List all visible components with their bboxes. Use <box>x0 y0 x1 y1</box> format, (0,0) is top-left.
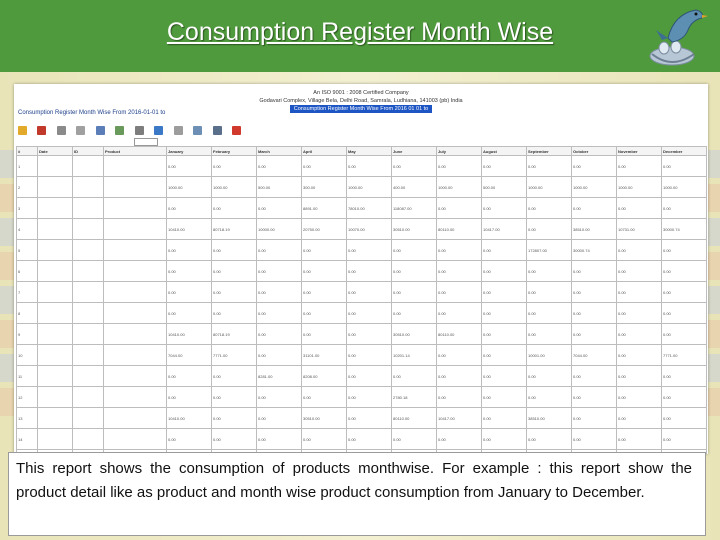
table-cell: 30000.74 <box>572 240 617 261</box>
table-cell: 0.00 <box>437 282 482 303</box>
table-cell: 7 <box>17 282 38 303</box>
table-cell: 0.00 <box>572 366 617 387</box>
table-row[interactable] <box>17 345 707 366</box>
caption-text: This report shows the consumption of products monthwise. For example : this report show the product detail like as product and month wise product consumption from January to December. <box>16 460 692 501</box>
table-cell: 0.00 <box>662 303 707 324</box>
table-cell: 0.00 <box>347 324 392 345</box>
table-cell: 0.00 <box>167 429 212 450</box>
table-cell: 0.00 <box>662 408 707 429</box>
table-cell: 11 <box>17 366 38 387</box>
bird-nest-logo-icon <box>638 0 708 68</box>
table-cell: 10 <box>17 345 38 366</box>
table-cell <box>104 261 167 282</box>
table-cell: 0.00 <box>392 366 437 387</box>
table-cell: 0.00 <box>662 429 707 450</box>
table-cell <box>104 366 167 387</box>
column-header[interactable]: December <box>662 147 707 156</box>
table-cell: 0.00 <box>617 282 662 303</box>
table-cell: 0.00 <box>482 366 527 387</box>
column-header[interactable]: March <box>257 147 302 156</box>
table-cell: 500.00 <box>257 177 302 198</box>
print-icon[interactable] <box>135 126 144 135</box>
table-cell: 0.00 <box>347 303 392 324</box>
table-cell: 0.00 <box>572 387 617 408</box>
table-cell: 0.00 <box>527 198 572 219</box>
table-cell: 172807.00 <box>527 240 572 261</box>
table-row[interactable] <box>17 198 707 219</box>
table-cell: 10201.14 <box>392 345 437 366</box>
table-cell <box>38 156 73 177</box>
table-row[interactable] <box>17 429 707 450</box>
table-cell: 20750.00 <box>302 219 347 240</box>
table-cell: 10001.00 <box>527 345 572 366</box>
table-cell <box>38 198 73 219</box>
table-row[interactable] <box>17 366 707 387</box>
table-row[interactable] <box>17 219 707 240</box>
table-cell <box>104 408 167 429</box>
table-cell: 0.00 <box>662 261 707 282</box>
table-cell <box>104 387 167 408</box>
table-cell <box>73 324 104 345</box>
table-cell: 0.00 <box>527 156 572 177</box>
table-cell: 0.00 <box>572 408 617 429</box>
table-cell: 0.00 <box>302 324 347 345</box>
table-cell: 80110.00 <box>437 324 482 345</box>
report-heading: Consumption Register Month Wise From 2016 01 01 to <box>290 105 433 113</box>
table-cell: 0.00 <box>527 303 572 324</box>
close-icon[interactable] <box>232 126 241 135</box>
table-cell: 0.00 <box>617 156 662 177</box>
column-header[interactable]: November <box>617 147 662 156</box>
table-row[interactable] <box>17 261 707 282</box>
table-cell: 0.00 <box>527 282 572 303</box>
table-cell: 8 <box>17 303 38 324</box>
table-cell <box>104 156 167 177</box>
table-cell: 0.00 <box>482 198 527 219</box>
table-cell: 0.00 <box>347 156 392 177</box>
table-cell: 0.00 <box>437 387 482 408</box>
table-cell: 0.00 <box>347 408 392 429</box>
table-body <box>17 156 707 455</box>
export-icon[interactable] <box>154 126 163 135</box>
table-cell: 30000.74 <box>662 219 707 240</box>
table-cell <box>73 366 104 387</box>
table-cell: 0.00 <box>347 387 392 408</box>
table-cell: 2 <box>17 177 38 198</box>
table-cell <box>38 324 73 345</box>
table-cell: 0.00 <box>212 282 257 303</box>
table-cell: 0.00 <box>212 303 257 324</box>
table-cell: 1 <box>17 156 38 177</box>
table-cell: 0.00 <box>392 303 437 324</box>
table-cell <box>73 345 104 366</box>
column-header[interactable]: October <box>572 147 617 156</box>
table-cell: 10070.00 <box>347 219 392 240</box>
table-cell: 0.00 <box>437 429 482 450</box>
table-cell <box>38 408 73 429</box>
table-cell: 0.00 <box>572 198 617 219</box>
table-cell: 0.00 <box>437 261 482 282</box>
table-cell: 0.00 <box>347 240 392 261</box>
columns-icon[interactable] <box>193 126 202 135</box>
table-cell <box>73 303 104 324</box>
table-cell: 0.00 <box>257 324 302 345</box>
table-icon[interactable] <box>213 126 222 135</box>
table-row[interactable] <box>17 408 707 429</box>
table-cell: 10410.00 <box>167 324 212 345</box>
report-screenshot <box>14 84 708 454</box>
table-cell: 0.00 <box>662 282 707 303</box>
table-row[interactable] <box>17 282 707 303</box>
table-cell: 0.00 <box>302 240 347 261</box>
table-cell: 8281.00 <box>257 366 302 387</box>
table-cell: 0.00 <box>347 261 392 282</box>
table-cell: 0.00 <box>662 366 707 387</box>
table-cell: 500.00 <box>482 177 527 198</box>
table-cell: 0.00 <box>347 282 392 303</box>
table-cell: 0.00 <box>302 303 347 324</box>
table-cell: 80110.00 <box>392 408 437 429</box>
table-cell: 30510.00 <box>392 324 437 345</box>
table-cell: 0.00 <box>167 387 212 408</box>
table-cell: 0.00 <box>212 261 257 282</box>
table-cell: 0.00 <box>527 219 572 240</box>
table-cell: 7771.00 <box>212 345 257 366</box>
table-cell: 0.00 <box>527 261 572 282</box>
table-cell: 0.00 <box>617 408 662 429</box>
table-cell <box>38 429 73 450</box>
report-subheading: Consumption Register Month Wise From 2016-01-01 to <box>18 110 166 116</box>
consumption-table <box>16 146 707 454</box>
table-cell: 5 <box>17 240 38 261</box>
filter-clear-icon[interactable] <box>76 126 85 135</box>
table-cell: 0.00 <box>257 282 302 303</box>
table-cell: 0.00 <box>527 366 572 387</box>
table-cell: 0.00 <box>167 240 212 261</box>
table-cell: 0.00 <box>527 429 572 450</box>
column-header[interactable]: January <box>167 147 212 156</box>
table-cell: 0.00 <box>617 387 662 408</box>
table-cell: 0.00 <box>662 156 707 177</box>
table-cell: 0.00 <box>617 429 662 450</box>
table-cell: 31101.00 <box>302 345 347 366</box>
table-cell: 1000.00 <box>662 177 707 198</box>
table-cell: 1000.00 <box>527 177 572 198</box>
table-cell: 10417.00 <box>482 219 527 240</box>
table-cell <box>104 303 167 324</box>
table-cell: 0.00 <box>347 345 392 366</box>
sort-icon[interactable] <box>96 126 105 135</box>
table-cell: 0.00 <box>437 345 482 366</box>
table-cell: 0.00 <box>617 324 662 345</box>
table-cell <box>38 345 73 366</box>
table-row[interactable] <box>17 324 707 345</box>
table-cell <box>38 261 73 282</box>
table-cell: 3 <box>17 198 38 219</box>
table-row[interactable] <box>17 177 707 198</box>
table-cell: 0.00 <box>212 198 257 219</box>
table-row[interactable] <box>17 240 707 261</box>
table-cell: 0.00 <box>527 324 572 345</box>
table-cell: 0.00 <box>257 387 302 408</box>
table-cell <box>73 408 104 429</box>
table-cell <box>104 282 167 303</box>
table-cell: 78010.00 <box>347 198 392 219</box>
table-cell: 0.00 <box>662 198 707 219</box>
table-cell: 0.00 <box>212 366 257 387</box>
table-cell: 6 <box>17 261 38 282</box>
table-cell: 0.00 <box>257 429 302 450</box>
table-cell: 14 <box>17 429 38 450</box>
table-cell: 0.00 <box>437 156 482 177</box>
table-cell: 0.00 <box>572 429 617 450</box>
table-cell <box>104 177 167 198</box>
company-line: An ISO 9001 : 2008 Certified Company <box>313 90 409 96</box>
table-cell: 4 <box>17 219 38 240</box>
table-cell: 10417.00 <box>437 408 482 429</box>
table-cell: 7044.00 <box>167 345 212 366</box>
table-cell <box>73 282 104 303</box>
table-cell: 0.00 <box>167 282 212 303</box>
table-cell: 0.00 <box>482 156 527 177</box>
table-cell <box>38 366 73 387</box>
table-cell: 0.00 <box>392 282 437 303</box>
table-cell <box>38 303 73 324</box>
table-cell: 0.00 <box>392 261 437 282</box>
table-cell: 0.00 <box>302 387 347 408</box>
table-cell: 0.00 <box>617 198 662 219</box>
table-cell: 10410.00 <box>167 219 212 240</box>
table-cell: 0.00 <box>167 198 212 219</box>
table-cell: 0.00 <box>482 387 527 408</box>
column-header[interactable]: February <box>212 147 257 156</box>
table-cell: 13 <box>17 408 38 429</box>
table-row[interactable] <box>17 303 707 324</box>
table-cell: 0.00 <box>527 387 572 408</box>
column-header[interactable]: Date <box>38 147 73 156</box>
refresh-icon[interactable] <box>115 126 124 135</box>
table-cell: 0.00 <box>662 240 707 261</box>
table-cell: 0.00 <box>257 240 302 261</box>
table-cell: 0.00 <box>167 366 212 387</box>
table-cell: 0.00 <box>257 261 302 282</box>
column-header[interactable]: July <box>437 147 482 156</box>
table-cell: 9 <box>17 324 38 345</box>
table-cell: 2780.18 <box>392 387 437 408</box>
slide-title: Consumption Register Month Wise <box>166 18 554 46</box>
table-cell: 7044.00 <box>572 345 617 366</box>
table-cell: 0.00 <box>167 156 212 177</box>
table-cell: 0.00 <box>257 303 302 324</box>
table-cell: 0.00 <box>617 303 662 324</box>
table-cell <box>73 156 104 177</box>
table-cell: 0.00 <box>437 198 482 219</box>
table-cell: 0.00 <box>392 156 437 177</box>
column-header[interactable]: Product <box>104 147 167 156</box>
table-cell <box>73 261 104 282</box>
table-cell <box>38 219 73 240</box>
table-cell: 0.00 <box>167 303 212 324</box>
table-cell: 0.00 <box>572 261 617 282</box>
table-cell: 0.00 <box>212 429 257 450</box>
table-cell: 8891.00 <box>302 198 347 219</box>
table-cell: 80718.19 <box>212 219 257 240</box>
table-cell: 0.00 <box>482 345 527 366</box>
table-cell <box>73 429 104 450</box>
table-cell: 1000.00 <box>572 177 617 198</box>
table-cell: 38510.00 <box>572 219 617 240</box>
table-cell <box>73 240 104 261</box>
table-cell: 0.00 <box>617 366 662 387</box>
table-cell: 30510.00 <box>392 219 437 240</box>
table-cell: 0.00 <box>257 156 302 177</box>
table-cell: 0.00 <box>617 345 662 366</box>
table-cell: 0.00 <box>257 408 302 429</box>
table-cell: 0.00 <box>572 303 617 324</box>
table-cell: 0.00 <box>257 198 302 219</box>
table-cell: 8208.00 <box>302 366 347 387</box>
table-cell: 0.00 <box>392 240 437 261</box>
table-cell: 400.00 <box>392 177 437 198</box>
column-header[interactable]: June <box>392 147 437 156</box>
table-cell: 0.00 <box>662 324 707 345</box>
table-cell: 1000.00 <box>617 177 662 198</box>
table-cell: 10731.00 <box>617 219 662 240</box>
table-cell <box>104 240 167 261</box>
table-cell: 0.00 <box>302 156 347 177</box>
table-cell: 1000.00 <box>167 177 212 198</box>
table-cell <box>73 177 104 198</box>
address-line: Godavari Complex, Village Bela, Delhi Road, Samrala, Ludhiana, 141003 (pb) India <box>259 98 463 104</box>
table-cell: 1000.00 <box>347 177 392 198</box>
table-cell: 10000.00 <box>257 219 302 240</box>
table-row[interactable] <box>17 156 707 177</box>
table-cell: 7771.00 <box>662 345 707 366</box>
table-cell <box>104 345 167 366</box>
table-cell: 10410.00 <box>167 408 212 429</box>
table-cell: 300.00 <box>302 177 347 198</box>
table-cell: 0.00 <box>482 282 527 303</box>
table-cell <box>104 429 167 450</box>
table-cell: 0.00 <box>572 324 617 345</box>
table-cell: 0.00 <box>482 261 527 282</box>
table-cell <box>104 324 167 345</box>
table-header-row <box>17 147 707 156</box>
table-cell: 0.00 <box>302 429 347 450</box>
table-cell: 0.00 <box>347 429 392 450</box>
font-icon[interactable] <box>174 126 183 135</box>
table-row[interactable] <box>17 387 707 408</box>
table-cell: 0.00 <box>617 240 662 261</box>
table-cell <box>104 219 167 240</box>
table-cell: 0.00 <box>572 282 617 303</box>
table-cell: 0.00 <box>392 429 437 450</box>
table-cell: 0.00 <box>257 345 302 366</box>
column-header[interactable]: # <box>17 147 38 156</box>
table-cell <box>73 219 104 240</box>
table-cell <box>38 387 73 408</box>
table-cell: 0.00 <box>482 303 527 324</box>
delete-icon[interactable] <box>37 126 46 135</box>
table-cell: 38510.00 <box>527 408 572 429</box>
report-toolbar <box>18 122 247 134</box>
table-cell <box>38 177 73 198</box>
table-cell: 0.00 <box>662 387 707 408</box>
table-cell: 1000.00 <box>212 177 257 198</box>
table-cell: 0.00 <box>437 303 482 324</box>
table-cell: 0.00 <box>212 156 257 177</box>
table-cell: 0.00 <box>482 324 527 345</box>
pencil-icon[interactable] <box>18 126 27 135</box>
column-header[interactable]: April <box>302 147 347 156</box>
table-cell: 0.00 <box>302 261 347 282</box>
search-input[interactable] <box>134 138 158 146</box>
table-cell: 80110.00 <box>437 219 482 240</box>
report-header <box>14 84 708 113</box>
table-cell: 80718.19 <box>212 324 257 345</box>
column-header[interactable]: September <box>527 147 572 156</box>
table-cell <box>38 282 73 303</box>
table-cell <box>73 387 104 408</box>
table-cell: 0.00 <box>302 282 347 303</box>
table-cell: 0.00 <box>212 387 257 408</box>
column-header[interactable]: May <box>347 147 392 156</box>
table-cell: 0.00 <box>482 429 527 450</box>
table-cell <box>104 198 167 219</box>
table-cell: 0.00 <box>347 366 392 387</box>
column-header[interactable]: ID <box>73 147 104 156</box>
table-cell: 30510.00 <box>302 408 347 429</box>
table-cell: 0.00 <box>167 261 212 282</box>
table-cell: 0.00 <box>212 408 257 429</box>
table-cell: 1000.00 <box>437 177 482 198</box>
table-cell: 12 <box>17 387 38 408</box>
table-cell: 0.00 <box>617 261 662 282</box>
table-cell <box>38 240 73 261</box>
table-cell: 0.00 <box>482 240 527 261</box>
table-cell: 0.00 <box>212 240 257 261</box>
filter-icon[interactable] <box>57 126 66 135</box>
table-cell: 0.00 <box>572 156 617 177</box>
table-cell: 0.00 <box>437 240 482 261</box>
table-cell: 0.00 <box>482 408 527 429</box>
column-header[interactable]: August <box>482 147 527 156</box>
table-cell: 118087.00 <box>392 198 437 219</box>
table-cell: 0.00 <box>437 366 482 387</box>
table-cell <box>73 198 104 219</box>
